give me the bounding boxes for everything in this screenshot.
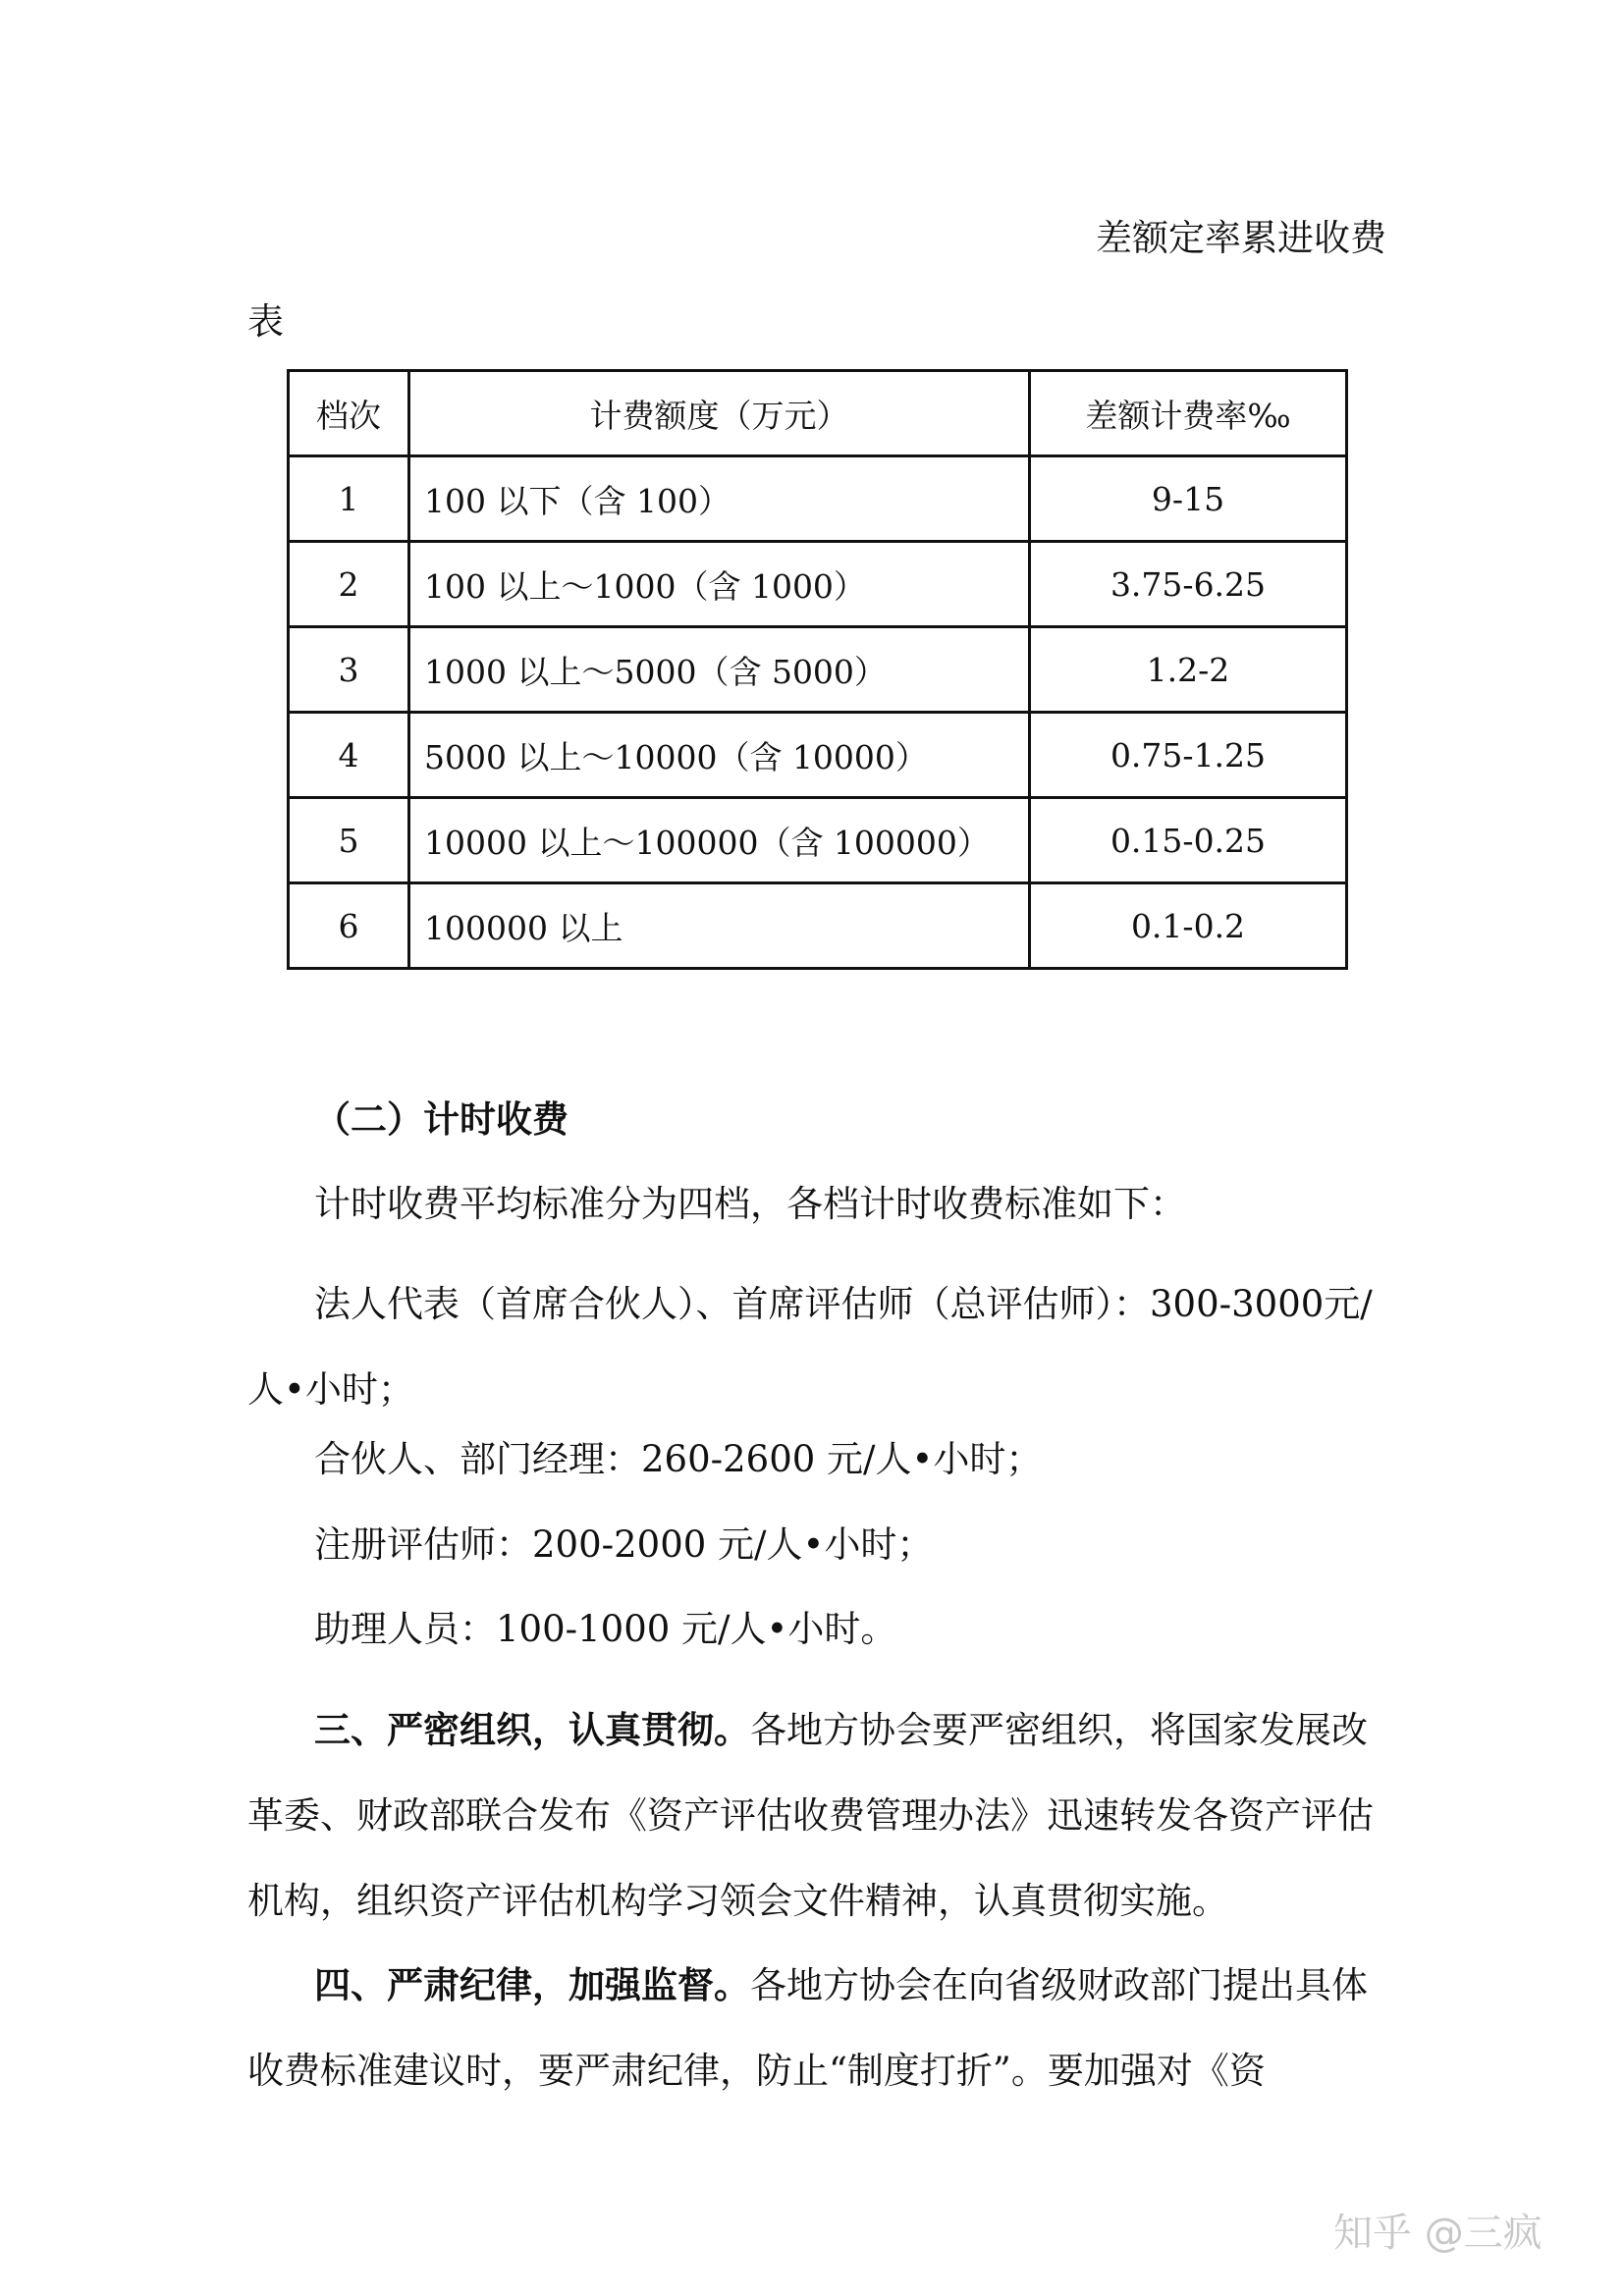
header-amount: 计费额度（万元） xyxy=(409,371,1030,456)
cell-tier: 6 xyxy=(289,883,409,969)
cell-amount: 10000 以上～100000（含 100000） xyxy=(409,798,1030,883)
table-title: 差额定率累进收费 xyxy=(1096,217,1386,259)
table-header-row xyxy=(289,371,1347,456)
hourly-item-executive: 法人代表（首席合伙人）、首席评估师（总评估师）：300-3000元/人•小时； xyxy=(247,1283,1373,1411)
cell-amount: 100 以下（含 100） xyxy=(409,456,1030,542)
cell-tier: 4 xyxy=(289,713,409,798)
zhihu-watermark: 知乎 @三疯 xyxy=(1333,2211,1543,2256)
table-row xyxy=(289,798,1347,883)
cell-tier: 3 xyxy=(289,627,409,713)
cell-rate: 1.2-2 xyxy=(1030,627,1347,713)
cell-amount: 1000 以上～5000（含 5000） xyxy=(409,627,1030,713)
table-row xyxy=(289,883,1347,969)
section-four-lead: 四、严肃纪律，加强监督。 xyxy=(314,1963,750,2006)
section-heading-hourly: （二）计时收费 xyxy=(314,1097,568,1141)
section-three-body: 各地方协会要严密组织，将国家发展改革委、财政部联合发布《资产评估收费管理办法》迅速转发各资产评估机构，组织资产评估机构学习领会文件精神，认真贯彻实施。 xyxy=(247,1709,1374,1922)
table-row xyxy=(289,456,1347,542)
cell-rate: 0.15-0.25 xyxy=(1030,798,1347,883)
section-four-paragraph xyxy=(247,1943,1386,2113)
header-tier: 档次 xyxy=(289,371,409,456)
cell-rate: 9-15 xyxy=(1030,456,1347,542)
cell-tier: 5 xyxy=(289,798,409,883)
cell-rate: 3.75-6.25 xyxy=(1030,542,1347,627)
cell-rate: 0.75-1.25 xyxy=(1030,713,1347,798)
section-three-lead: 三、严密组织，认真贯彻。 xyxy=(314,1708,750,1751)
section-four-body: 各地方协会在向省级财政部门提出具体收费标准建议时，要严肃纪律，防止“制度打折”。要加强对《资 xyxy=(247,1964,1368,2092)
table-row xyxy=(289,542,1347,627)
cell-amount: 100 以上～1000（含 1000） xyxy=(409,542,1030,627)
cell-tier: 1 xyxy=(289,456,409,542)
header-rate: 差额计费率‰ xyxy=(1030,371,1347,456)
section-three-paragraph xyxy=(247,1687,1386,1944)
table-row xyxy=(289,627,1347,713)
fee-rate-table xyxy=(287,369,1348,970)
hourly-item-assistant: 助理人员：100-1000 元/人•小时。 xyxy=(314,1608,897,1650)
cell-amount: 100000 以上 xyxy=(409,883,1030,969)
table-row xyxy=(289,713,1347,798)
hourly-item-appraiser: 注册评估师：200-2000 元/人•小时； xyxy=(314,1523,934,1566)
cell-tier: 2 xyxy=(289,542,409,627)
cell-rate: 0.1-0.2 xyxy=(1030,883,1347,969)
hourly-intro: 计时收费平均标准分为四档，各档计时收费标准如下： xyxy=(314,1183,1186,1225)
cell-amount: 5000 以上～10000（含 10000） xyxy=(409,713,1030,798)
hourly-item-partner: 合伙人、部门经理：260-2600 元/人•小时； xyxy=(314,1438,1043,1480)
table-title-continued: 表 xyxy=(247,300,284,343)
